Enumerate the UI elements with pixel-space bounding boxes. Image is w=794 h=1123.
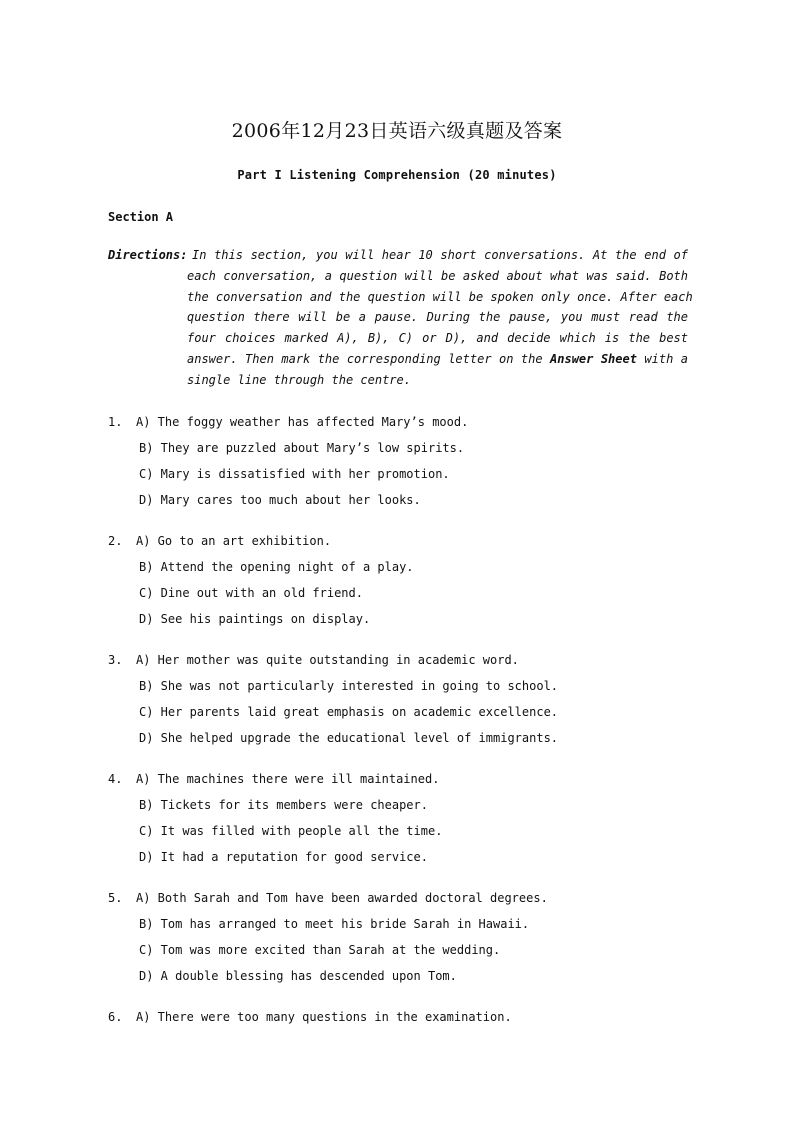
option-text: A) There were too many questions in the examination. <box>136 1010 512 1024</box>
option-text: D) See his paintings on display. <box>139 612 371 626</box>
directions-line <box>108 266 688 287</box>
question-number: 3. <box>108 653 123 667</box>
option-text: B) Attend the opening night of a play. <box>139 560 414 574</box>
question-list <box>108 412 559 1048</box>
option-text: A) Go to an art exhibition. <box>136 534 332 548</box>
question-item <box>108 769 443 873</box>
option-text: C) Tom was more excited than Sarah at the wedding. <box>139 943 501 957</box>
option-text: A) Her mother was quite outstanding in academic word. <box>136 653 519 667</box>
section-heading: Section A <box>108 210 174 224</box>
option-row <box>108 940 501 966</box>
option-text: D) It had a reputation for good service. <box>139 850 428 864</box>
option-text: B) She was not particularly interested in going to school. <box>139 679 559 693</box>
option-row <box>108 464 450 490</box>
directions-line <box>108 287 693 308</box>
directions-text: with a <box>644 351 688 366</box>
option-row <box>108 650 519 676</box>
option-text: C) It was filled with people all the time. <box>139 824 443 838</box>
option-text: D) She helped upgrade the educational level of immigrants. <box>139 731 559 745</box>
directions-line <box>108 307 688 328</box>
question-item <box>108 412 469 516</box>
option-text: C) Mary is dissatisfied with her promotion. <box>139 467 450 481</box>
option-text: B) Tickets for its members were cheaper. <box>139 798 428 812</box>
option-row <box>108 583 363 609</box>
directions-line <box>108 245 688 266</box>
option-text: D) A double blessing has descended upon Tom. <box>139 969 457 983</box>
directions-text: each conversation, a question will be asked about what was said. Both <box>187 268 688 283</box>
option-text: D) Mary cares too much about her looks. <box>139 493 421 507</box>
option-row <box>108 702 559 728</box>
directions-text: question there will be a pause. During the pause, you must read the <box>187 310 688 325</box>
directions-block <box>108 245 693 391</box>
directions-text: answer. Then mark the corresponding letter on the <box>187 351 543 366</box>
option-row <box>108 1007 512 1033</box>
question-number: 6. <box>108 1010 123 1024</box>
option-text: A) Both Sarah and Tom have been awarded doctoral degrees. <box>136 891 548 905</box>
question-item <box>108 888 548 992</box>
option-text: C) Her parents laid great emphasis on academic excellence. <box>139 705 559 719</box>
option-row <box>108 821 443 847</box>
option-text: B) Tom has arranged to meet his bride Sarah in Hawaii. <box>139 917 530 931</box>
directions-text: In this section, you will hear 10 short conversations. At the end of <box>192 248 688 262</box>
directions-line <box>108 349 688 370</box>
option-row <box>108 966 457 992</box>
question-number: 5. <box>108 891 123 905</box>
question-number: 2. <box>108 534 123 548</box>
directions-label: Directions: <box>108 248 188 262</box>
option-row <box>108 728 559 754</box>
option-row <box>108 412 469 438</box>
option-row <box>108 769 440 795</box>
option-text: A) The foggy weather has affected Mary’s mood. <box>136 415 469 429</box>
document-title: 2006年12月23日英语六级真题及答案 <box>231 120 563 142</box>
option-row <box>108 847 428 873</box>
option-row <box>108 531 332 557</box>
question-number: 4. <box>108 772 123 786</box>
directions-text: four choices marked A), B), C) or D), and decide which is the best <box>187 331 688 346</box>
directions-text: the conversation and the question will be spoken only once. After each <box>187 289 693 304</box>
answer-sheet-emphasis: Answer Sheet <box>550 351 637 366</box>
option-row <box>108 490 421 516</box>
directions-text-mixed <box>187 349 688 370</box>
question-item <box>108 531 414 635</box>
option-row <box>108 609 371 635</box>
option-text: C) Dine out with an old friend. <box>139 586 363 600</box>
option-text: A) The machines there were ill maintained. <box>136 772 440 786</box>
option-row <box>108 438 465 464</box>
option-row <box>108 914 530 940</box>
option-row <box>108 795 428 821</box>
directions-line <box>108 328 688 349</box>
question-item <box>108 650 559 754</box>
question-number: 1. <box>108 415 123 429</box>
part-heading: Part I Listening Comprehension (20 minutes) <box>237 168 557 182</box>
option-row <box>108 676 559 702</box>
option-row <box>108 888 548 914</box>
question-item <box>108 1007 512 1033</box>
option-text: B) They are puzzled about Mary’s low spirits. <box>139 441 465 455</box>
directions-text: single line through the centre. <box>187 372 411 387</box>
option-row <box>108 557 414 583</box>
directions-line <box>108 370 688 391</box>
